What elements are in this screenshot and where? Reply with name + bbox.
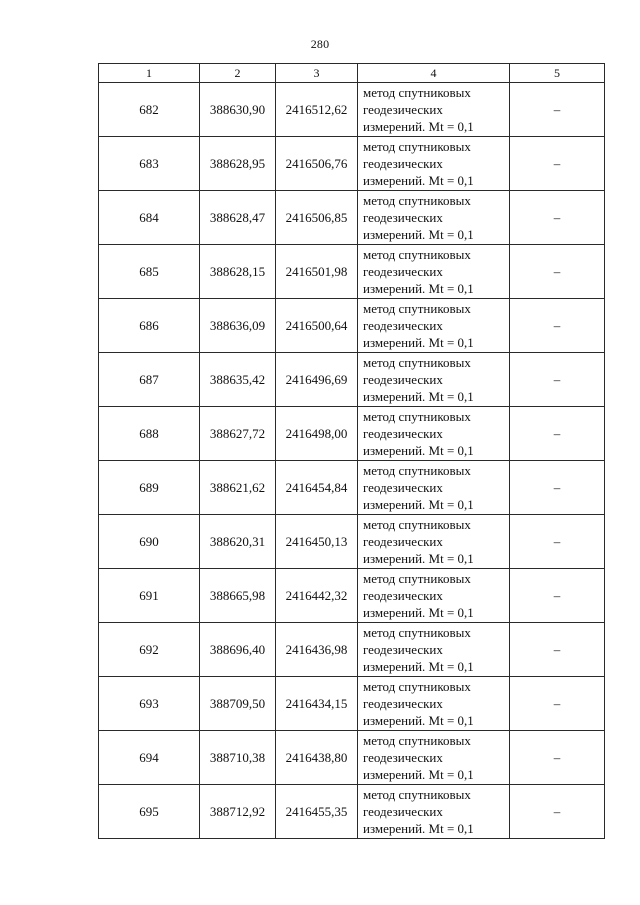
method-cell: [358, 677, 510, 731]
x-coordinate-cell: 388630,90: [200, 83, 276, 137]
method-line: геодезических: [363, 102, 443, 117]
column-header-5: 5: [510, 64, 605, 83]
method-cell: [358, 299, 510, 353]
method-line: метод спутниковых: [363, 463, 471, 478]
method-line: метод спутниковых: [363, 193, 471, 208]
column-header-3: 3: [276, 64, 358, 83]
coordinates-table: [98, 63, 605, 839]
method-line: измерений. Mt = 0,1: [363, 389, 474, 404]
x-coordinate-cell: 388709,50: [200, 677, 276, 731]
point-number-cell: 695: [99, 785, 200, 839]
column-5-cell: –: [510, 407, 605, 461]
y-coordinate-cell: 2416438,80: [276, 731, 358, 785]
y-coordinate-cell: 2416434,15: [276, 677, 358, 731]
method-line: метод спутниковых: [363, 247, 471, 262]
column-5-cell: –: [510, 83, 605, 137]
x-coordinate-cell: 388621,62: [200, 461, 276, 515]
column-5-cell: –: [510, 515, 605, 569]
column-5-cell: –: [510, 677, 605, 731]
method-cell: [358, 353, 510, 407]
table-row: [99, 191, 605, 245]
point-number-cell: 690: [99, 515, 200, 569]
method-cell: [358, 191, 510, 245]
x-coordinate-cell: 388696,40: [200, 623, 276, 677]
column-5-cell: –: [510, 137, 605, 191]
table-row: [99, 299, 605, 353]
table-row: [99, 407, 605, 461]
y-coordinate-cell: 2416442,32: [276, 569, 358, 623]
method-cell: [358, 83, 510, 137]
method-line: метод спутниковых: [363, 301, 471, 316]
y-coordinate-cell: 2416496,69: [276, 353, 358, 407]
method-line: метод спутниковых: [363, 409, 471, 424]
table-row: [99, 461, 605, 515]
method-line: измерений. Mt = 0,1: [363, 821, 474, 836]
method-line: измерений. Mt = 0,1: [363, 227, 474, 242]
x-coordinate-cell: 388628,95: [200, 137, 276, 191]
method-line: геодезических: [363, 696, 443, 711]
y-coordinate-cell: 2416506,76: [276, 137, 358, 191]
y-coordinate-cell: 2416436,98: [276, 623, 358, 677]
method-line: измерений. Mt = 0,1: [363, 335, 474, 350]
method-line: измерений. Mt = 0,1: [363, 119, 474, 134]
x-coordinate-cell: 388628,15: [200, 245, 276, 299]
column-5-cell: –: [510, 353, 605, 407]
method-cell: [358, 785, 510, 839]
column-5-cell: –: [510, 731, 605, 785]
table-row: [99, 785, 605, 839]
x-coordinate-cell: 388627,72: [200, 407, 276, 461]
method-line: геодезических: [363, 426, 443, 441]
method-line: геодезических: [363, 480, 443, 495]
y-coordinate-cell: 2416450,13: [276, 515, 358, 569]
column-5-cell: –: [510, 785, 605, 839]
point-number-cell: 688: [99, 407, 200, 461]
y-coordinate-cell: 2416501,98: [276, 245, 358, 299]
column-5-cell: –: [510, 191, 605, 245]
table-row: [99, 515, 605, 569]
column-header-1: 1: [99, 64, 200, 83]
point-number-cell: 686: [99, 299, 200, 353]
point-number-cell: 689: [99, 461, 200, 515]
method-line: измерений. Mt = 0,1: [363, 551, 474, 566]
method-cell: [358, 137, 510, 191]
x-coordinate-cell: 388635,42: [200, 353, 276, 407]
point-number-cell: 683: [99, 137, 200, 191]
column-5-cell: –: [510, 461, 605, 515]
method-cell: [358, 245, 510, 299]
y-coordinate-cell: 2416498,00: [276, 407, 358, 461]
column-5-cell: –: [510, 569, 605, 623]
method-line: геодезических: [363, 534, 443, 549]
method-line: метод спутниковых: [363, 625, 471, 640]
method-line: геодезических: [363, 318, 443, 333]
method-line: геодезических: [363, 210, 443, 225]
method-line: измерений. Mt = 0,1: [363, 767, 474, 782]
method-cell: [358, 623, 510, 677]
x-coordinate-cell: 388636,09: [200, 299, 276, 353]
method-line: измерений. Mt = 0,1: [363, 713, 474, 728]
method-line: геодезических: [363, 642, 443, 657]
y-coordinate-cell: 2416506,85: [276, 191, 358, 245]
method-cell: [358, 515, 510, 569]
x-coordinate-cell: 388665,98: [200, 569, 276, 623]
method-line: геодезических: [363, 804, 443, 819]
column-5-cell: –: [510, 623, 605, 677]
method-line: метод спутниковых: [363, 355, 471, 370]
method-line: измерений. Mt = 0,1: [363, 659, 474, 674]
y-coordinate-cell: 2416512,62: [276, 83, 358, 137]
x-coordinate-cell: 388710,38: [200, 731, 276, 785]
method-cell: [358, 461, 510, 515]
y-coordinate-cell: 2416455,35: [276, 785, 358, 839]
method-line: геодезических: [363, 750, 443, 765]
point-number-cell: 682: [99, 83, 200, 137]
method-line: метод спутниковых: [363, 517, 471, 532]
table-header-row: [99, 64, 605, 83]
point-number-cell: 691: [99, 569, 200, 623]
method-cell: [358, 731, 510, 785]
method-line: измерений. Mt = 0,1: [363, 605, 474, 620]
method-line: геодезических: [363, 264, 443, 279]
point-number-cell: 685: [99, 245, 200, 299]
method-line: измерений. Mt = 0,1: [363, 173, 474, 188]
table-row: [99, 353, 605, 407]
method-line: метод спутниковых: [363, 787, 471, 802]
column-5-cell: –: [510, 299, 605, 353]
table-row: [99, 137, 605, 191]
point-number-cell: 693: [99, 677, 200, 731]
table-row: [99, 677, 605, 731]
y-coordinate-cell: 2416454,84: [276, 461, 358, 515]
method-line: метод спутниковых: [363, 85, 471, 100]
method-line: метод спутниковых: [363, 139, 471, 154]
column-header-4: 4: [358, 64, 510, 83]
column-5-cell: –: [510, 245, 605, 299]
page-number: 280: [310, 37, 330, 51]
table-row: [99, 731, 605, 785]
point-number-cell: 684: [99, 191, 200, 245]
method-cell: [358, 569, 510, 623]
method-line: геодезических: [363, 156, 443, 171]
point-number-cell: 687: [99, 353, 200, 407]
column-header-2: 2: [200, 64, 276, 83]
method-line: геодезических: [363, 588, 443, 603]
point-number-cell: 694: [99, 731, 200, 785]
x-coordinate-cell: 388620,31: [200, 515, 276, 569]
method-line: измерений. Mt = 0,1: [363, 497, 474, 512]
x-coordinate-cell: 388628,47: [200, 191, 276, 245]
table-row: [99, 245, 605, 299]
x-coordinate-cell: 388712,92: [200, 785, 276, 839]
method-line: измерений. Mt = 0,1: [363, 443, 474, 458]
table-row: [99, 83, 605, 137]
method-line: метод спутниковых: [363, 571, 471, 586]
method-cell: [358, 407, 510, 461]
method-line: измерений. Mt = 0,1: [363, 281, 474, 296]
point-number-cell: 692: [99, 623, 200, 677]
method-line: геодезических: [363, 372, 443, 387]
table-body: [99, 83, 605, 839]
y-coordinate-cell: 2416500,64: [276, 299, 358, 353]
table-row: [99, 623, 605, 677]
method-line: метод спутниковых: [363, 733, 471, 748]
table-row: [99, 569, 605, 623]
method-line: метод спутниковых: [363, 679, 471, 694]
